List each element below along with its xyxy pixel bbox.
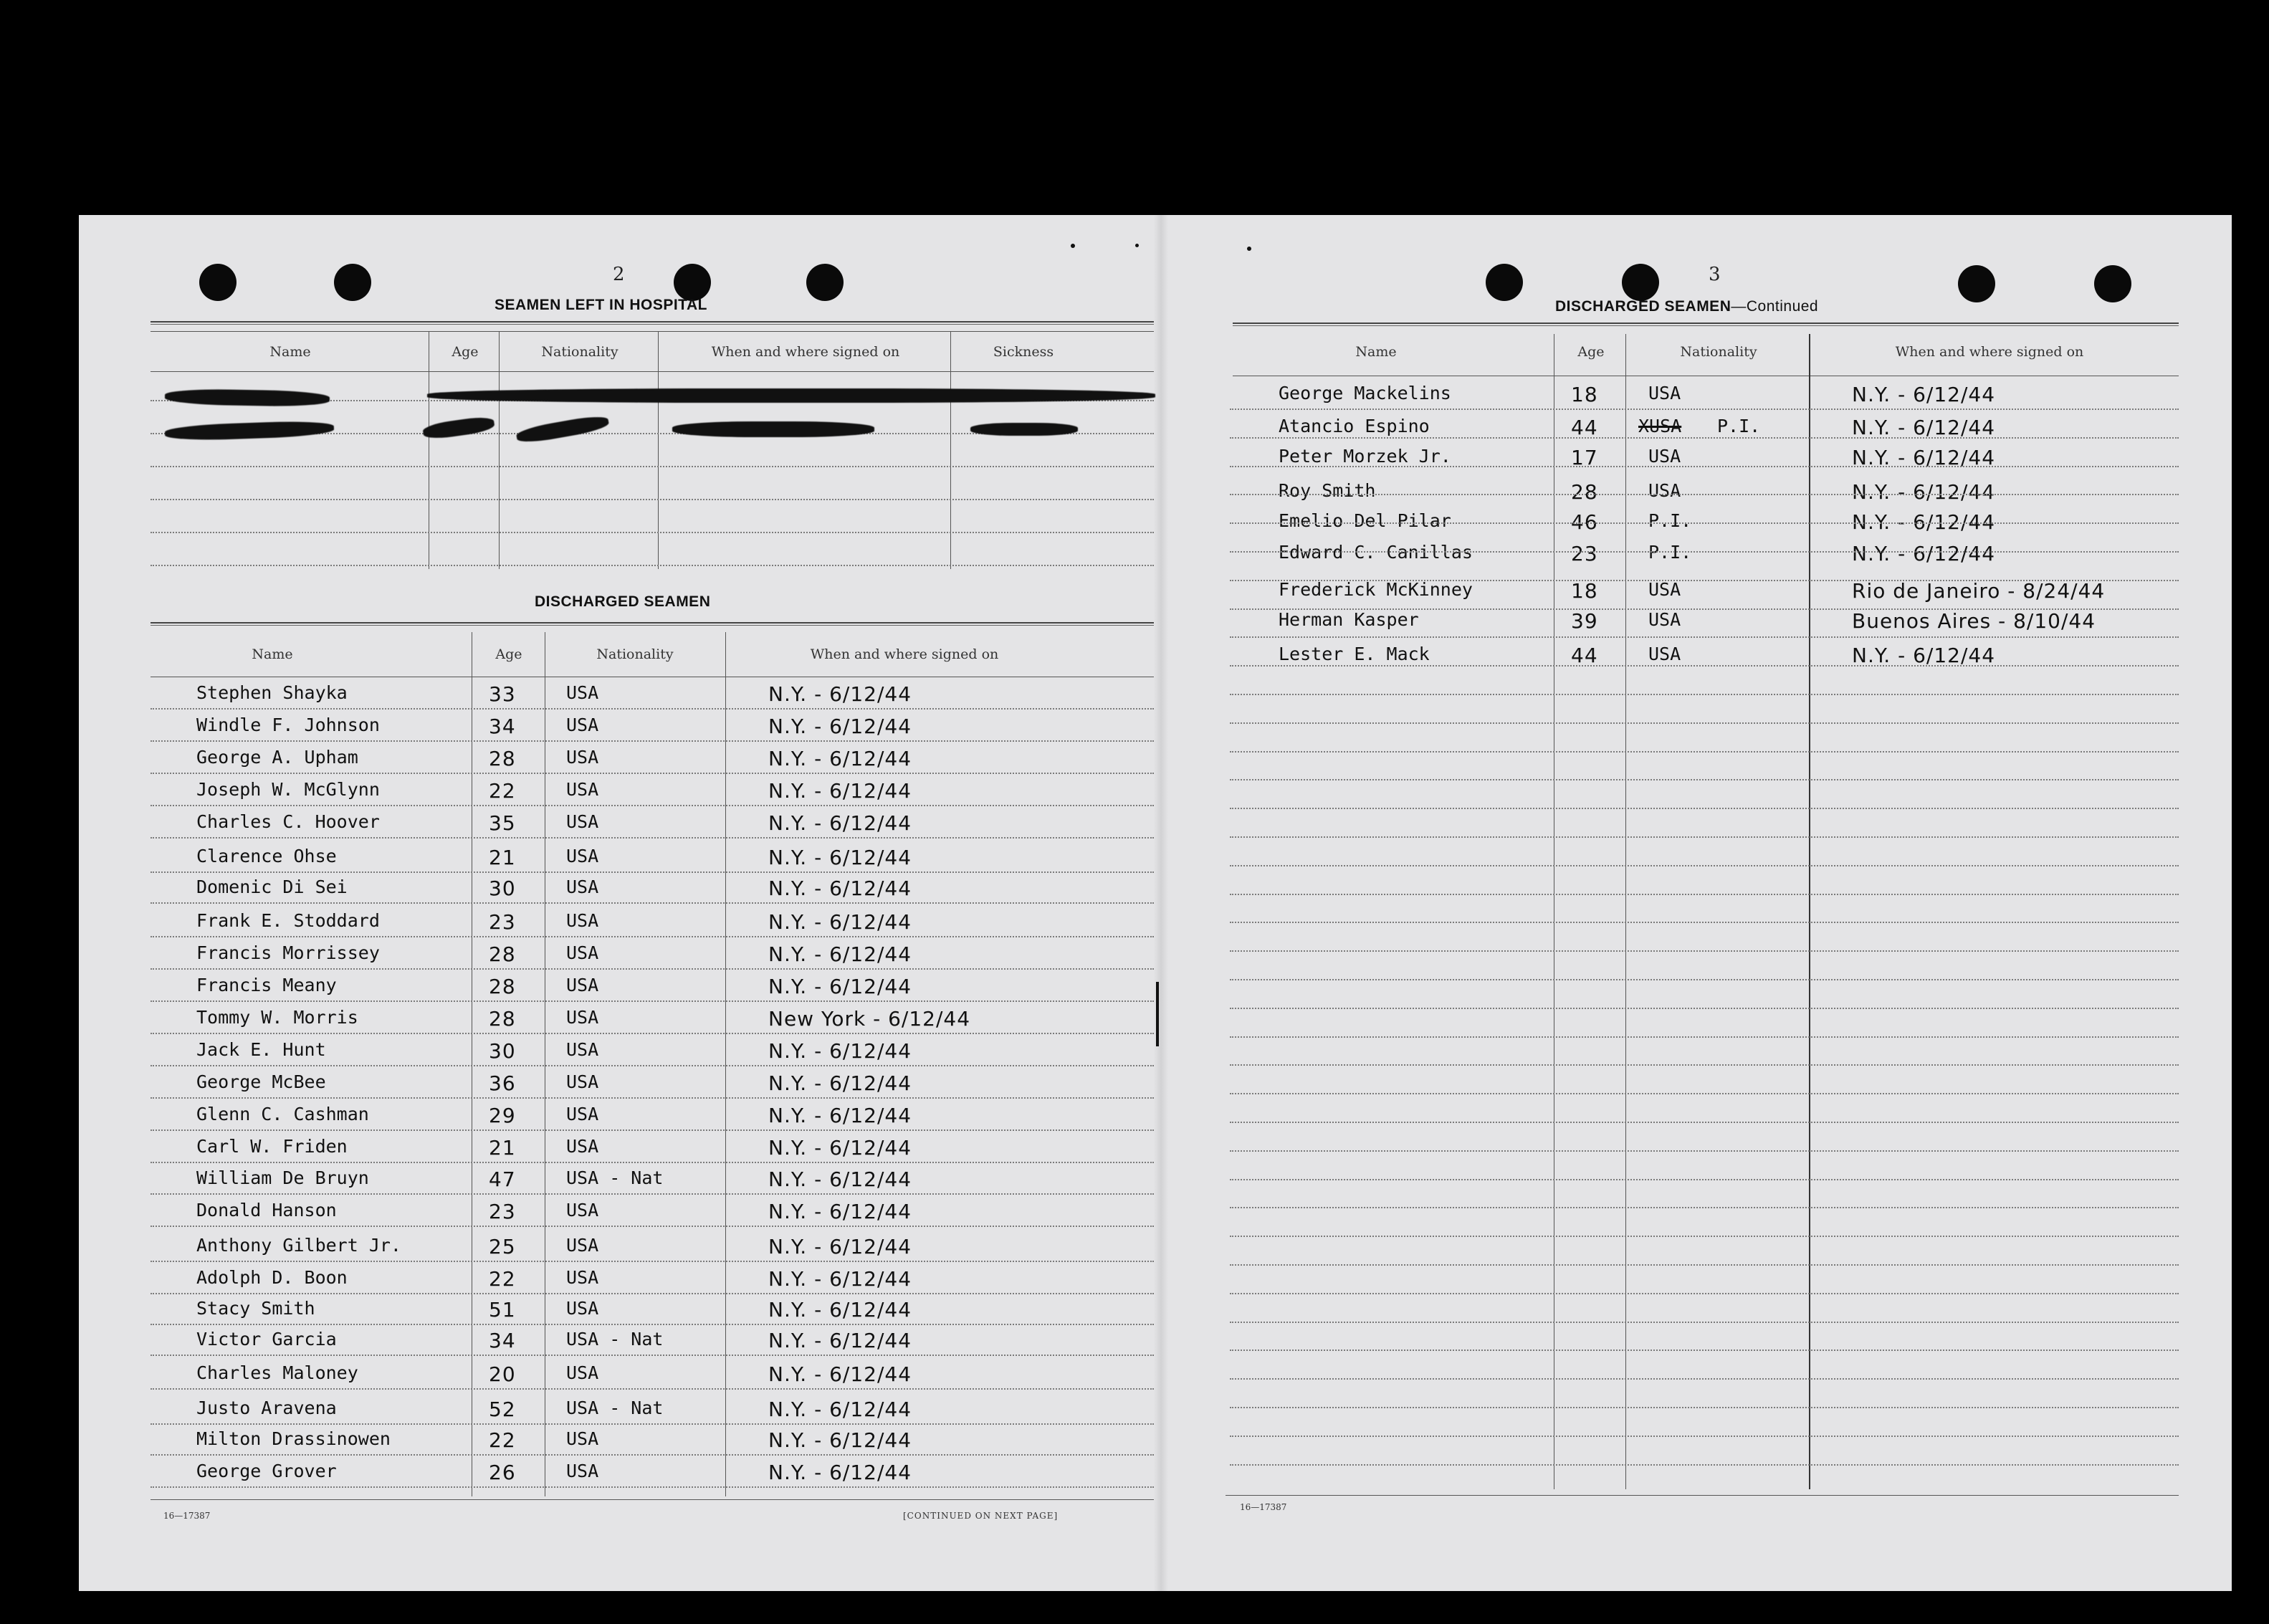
row-line	[151, 499, 1154, 500]
seaman-signed-on: N.Y. - 6/12/44	[768, 909, 912, 934]
seaman-nationality: USA	[566, 715, 599, 736]
seaman-nationality: USA	[1648, 609, 1681, 630]
seaman-signed-on: New York - 6/12/44	[768, 1007, 971, 1031]
seaman-nationality: USA	[566, 1461, 599, 1482]
row-line	[1230, 1008, 2179, 1009]
seaman-name: William De Bruyn	[196, 1167, 369, 1188]
seaman-signed-on: N.Y. - 6/12/44	[768, 811, 912, 836]
seaman-nationality: USA	[1648, 446, 1681, 467]
seaman-signed-on: N.Y. - 6/12/44	[768, 1266, 912, 1291]
seaman-name: Tommy W. Morris	[196, 1007, 358, 1028]
seaman-age: 34	[489, 1329, 516, 1352]
col-header-name: Name	[252, 646, 293, 662]
row-line	[151, 1226, 1154, 1227]
seaman-nationality: USA	[1648, 644, 1681, 664]
row-line	[151, 565, 1154, 566]
row-line	[1230, 922, 2179, 923]
row-line	[1230, 722, 2179, 724]
row-line	[151, 837, 1154, 839]
row-line	[1230, 950, 2179, 952]
seaman-age: 46	[1571, 510, 1598, 534]
center-fold	[1154, 215, 1168, 1591]
seaman-age: 22	[489, 1428, 516, 1453]
seaman-name: Carl W. Friden	[196, 1136, 348, 1157]
row-line	[1230, 437, 2179, 439]
row-line	[151, 968, 1154, 970]
seaman-name: Charles C. Hoover	[196, 811, 380, 833]
seaman-signed-on: N.Y. - 6/12/44	[768, 779, 912, 803]
seaman-name: Roy Smith	[1279, 480, 1376, 501]
seaman-age: 35	[489, 811, 516, 836]
row-line	[151, 1388, 1154, 1390]
row-line	[1230, 466, 2179, 467]
seaman-signed-on: N.Y. - 6/12/44	[768, 1362, 912, 1387]
rule	[1233, 323, 2179, 326]
struck-nationality: XUSA	[1638, 416, 1682, 436]
col-header-signed: When and where signed on	[1895, 344, 2084, 360]
seaman-name: Milton Drassinowen	[196, 1428, 391, 1450]
seaman-signed-on: N.Y. - 6/12/44	[768, 1199, 912, 1223]
seaman-signed-on: N.Y. - 6/12/44	[768, 1039, 912, 1064]
column-divider	[950, 331, 951, 569]
redaction-mark	[970, 423, 1078, 436]
seaman-age: 17	[1571, 446, 1598, 469]
seaman-age: 47	[489, 1167, 516, 1191]
seaman-signed-on: N.Y. - 6/12/44	[768, 1329, 912, 1352]
seaman-name: Adolph D. Boon	[196, 1266, 348, 1288]
seaman-signed-on: N.Y. - 6/12/44	[768, 942, 912, 966]
seaman-age: 28	[489, 1007, 516, 1031]
seaman-name: Victor Garcia	[196, 1329, 337, 1350]
seaman-signed-on: N.Y. - 6/12/44	[768, 1071, 912, 1096]
redaction-mark	[165, 420, 335, 441]
seaman-name: Peter Morzek Jr.	[1279, 446, 1451, 467]
seaman-age: 18	[1571, 579, 1598, 603]
row-line	[1230, 494, 2179, 495]
row-line	[1230, 1207, 2179, 1208]
seaman-signed-on: N.Y. - 6/12/44	[768, 845, 912, 869]
title-continued: —Continued	[1731, 298, 1819, 315]
row-line	[1230, 1436, 2179, 1437]
seaman-nationality: USA	[566, 974, 599, 995]
seaman-signed-on: N.Y. - 6/12/44	[1852, 480, 1996, 504]
col-header-signed: When and where signed on	[711, 344, 900, 360]
row-line	[151, 1065, 1154, 1066]
seaman-nationality: USA	[566, 1136, 599, 1157]
discharged-section-title: DISCHARGED SEAMEN	[535, 593, 711, 610]
row-line	[1230, 1064, 2179, 1066]
seaman-signed-on: Rio de Janeiro - 8/24/44	[1852, 579, 2106, 603]
seaman-name: Joseph W. McGlynn	[196, 779, 380, 801]
seaman-name: Atancio Espino	[1279, 416, 1430, 436]
seaman-age: 28	[489, 974, 516, 998]
row-line	[1230, 1093, 2179, 1094]
seaman-signed-on: N.Y. - 6/12/44	[1852, 383, 1996, 406]
col-header-name: Name	[269, 344, 311, 360]
seaman-signed-on: N.Y. - 6/12/44	[768, 1428, 912, 1453]
seaman-signed-on: N.Y. - 6/12/44	[768, 1398, 912, 1422]
page-number-left: 2	[613, 264, 625, 285]
seaman-age: 20	[489, 1362, 516, 1387]
rule	[151, 331, 1154, 332]
row-line	[151, 773, 1154, 774]
row-line	[151, 1355, 1154, 1356]
form-number: 16—17387	[163, 1511, 211, 1521]
seaman-nationality: USA	[566, 1071, 599, 1093]
row-line	[1230, 1350, 2179, 1351]
rule	[151, 321, 1154, 325]
rule	[151, 371, 1154, 372]
row-line	[1230, 1122, 2179, 1123]
seaman-signed-on: N.Y. - 6/12/44	[1852, 644, 1996, 667]
seaman-signed-on: N.Y. - 6/12/44	[768, 1104, 912, 1128]
seaman-age: 23	[1571, 542, 1598, 565]
seaman-age: 34	[489, 715, 516, 739]
title-bold: DISCHARGED SEAMEN	[1555, 298, 1731, 315]
seaman-signed-on: N.Y. - 6/12/44	[768, 1297, 912, 1322]
seaman-name: Charles Maloney	[196, 1362, 358, 1384]
seaman-age: 22	[489, 779, 516, 803]
row-line	[151, 902, 1154, 904]
row-line	[151, 936, 1154, 937]
seaman-age: 33	[489, 682, 516, 706]
seaman-age: 25	[489, 1234, 516, 1258]
seaman-age: 28	[1571, 480, 1598, 504]
seaman-nationality: USA - Nat	[566, 1398, 664, 1419]
continued-note: [CONTINUED ON NEXT PAGE]	[903, 1511, 1059, 1521]
col-header-sickness: Sickness	[993, 344, 1054, 360]
row-line	[1230, 865, 2179, 866]
row-line	[151, 1097, 1154, 1099]
row-line	[151, 708, 1154, 710]
seaman-name: George Grover	[196, 1461, 337, 1482]
row-line	[1230, 779, 2179, 780]
ledger-spread	[79, 215, 2232, 1591]
seaman-name: Frederick McKinney	[1279, 579, 1473, 600]
row-line	[1230, 1150, 2179, 1152]
punch-hole	[806, 264, 844, 301]
seaman-nationality: USA	[566, 1428, 599, 1450]
seaman-nationality: USA	[1648, 480, 1681, 501]
row-line	[1230, 894, 2179, 895]
row-line	[151, 1193, 1154, 1195]
seaman-nationality: USA	[566, 1362, 599, 1384]
row-line	[1230, 1293, 2179, 1294]
punch-hole	[1958, 265, 1995, 302]
seaman-age: 44	[1571, 644, 1598, 667]
redaction-mark	[672, 421, 874, 437]
seaman-name: Clarence Ohse	[196, 845, 337, 866]
hospital-section-title: SEAMEN LEFT IN HOSPITAL	[495, 297, 707, 313]
seaman-nationality: USA	[566, 1199, 599, 1221]
seaman-signed-on: N.Y. - 6/12/44	[1852, 446, 1996, 469]
seaman-nationality: USA	[566, 779, 599, 801]
seaman-age: 52	[489, 1398, 516, 1422]
row-line	[1230, 580, 2179, 581]
row-line	[1230, 1264, 2179, 1266]
row-line	[1230, 1236, 2179, 1237]
redaction-mark	[165, 388, 330, 407]
seaman-signed-on: N.Y. - 6/12/44	[768, 1136, 912, 1160]
row-line	[1230, 836, 2179, 838]
seaman-signed-on: Buenos Aires - 8/10/44	[1852, 609, 2096, 633]
row-line	[1230, 694, 2179, 695]
redaction-mark	[515, 414, 610, 445]
seaman-name: Stacy Smith	[196, 1297, 315, 1319]
row-line	[151, 1423, 1154, 1425]
row-line	[151, 805, 1154, 806]
seaman-nationality: USA	[566, 909, 599, 931]
seaman-age: 44	[1571, 416, 1598, 439]
row-line	[151, 1129, 1154, 1131]
seaman-nationality: USA - Nat	[566, 1329, 664, 1350]
seaman-signed-on: N.Y. - 6/12/44	[768, 715, 912, 739]
rule	[151, 622, 1154, 626]
row-line	[1230, 1464, 2179, 1466]
seaman-name: Donald Hanson	[196, 1199, 337, 1221]
punch-hole	[199, 264, 237, 301]
seaman-age: 51	[489, 1297, 516, 1322]
seaman-nationality: USA	[566, 747, 599, 768]
row-line	[151, 871, 1154, 873]
seaman-age: 26	[489, 1461, 516, 1485]
seaman-age: 39	[1571, 609, 1598, 633]
binding-mark	[1156, 982, 1159, 1046]
seaman-nationality: USA	[566, 1266, 599, 1288]
seaman-age: 29	[489, 1104, 516, 1128]
seaman-name: Francis Meany	[196, 974, 337, 995]
discharged-continued-title	[1555, 298, 1818, 315]
seaman-nationality: USA - Nat	[566, 1167, 664, 1188]
speck	[1071, 244, 1075, 248]
col-header-age: Age	[495, 646, 522, 662]
seaman-nationality: USA	[566, 1039, 599, 1061]
seaman-name: Jack E. Hunt	[196, 1039, 326, 1061]
column-divider	[725, 632, 726, 1496]
rule	[151, 1499, 1154, 1500]
seaman-name: Stephen Shayka	[196, 682, 348, 703]
row-line	[151, 1293, 1154, 1294]
seaman-age: 30	[489, 876, 516, 900]
column-divider	[1625, 334, 1626, 1489]
row-line	[1230, 636, 2179, 638]
seaman-name: Domenic Di Sei	[196, 876, 348, 897]
seaman-signed-on: N.Y. - 6/12/44	[1852, 542, 1996, 565]
seaman-name: Windle F. Johnson	[196, 715, 380, 736]
row-line	[1230, 409, 2179, 410]
seaman-signed-on: N.Y. - 6/12/44	[768, 1461, 912, 1485]
form-number: 16—17387	[1240, 1502, 1287, 1512]
seaman-age: 21	[489, 845, 516, 869]
seaman-name: Lester E. Mack	[1279, 644, 1430, 664]
seaman-age: 18	[1571, 383, 1598, 406]
row-line	[1230, 522, 2179, 524]
speck	[1247, 247, 1251, 251]
seaman-nationality: USA	[566, 1104, 599, 1125]
col-header-nationality: Nationality	[1680, 344, 1757, 360]
seaman-nationality: USA	[566, 845, 599, 866]
seaman-signed-on: N.Y. - 6/12/44	[1852, 416, 1996, 439]
punch-hole	[2094, 265, 2131, 302]
row-line	[1230, 1378, 2179, 1380]
seaman-name: Glenn C. Cashman	[196, 1104, 369, 1125]
row-line	[151, 740, 1154, 742]
seaman-nationality: USA	[566, 1297, 599, 1319]
seaman-nationality: USA	[566, 811, 599, 833]
seaman-name: George McBee	[196, 1071, 326, 1093]
seaman-name: Emelio Del Pilar	[1279, 510, 1451, 531]
seaman-signed-on: N.Y. - 6/12/44	[768, 876, 912, 900]
col-header-age: Age	[452, 344, 479, 360]
row-line	[151, 532, 1154, 533]
row-line	[1230, 751, 2179, 753]
seaman-age: 28	[489, 747, 516, 771]
row-line	[1230, 665, 2179, 667]
punch-hole	[1486, 264, 1523, 301]
seaman-nationality: P.I.	[1717, 416, 1761, 436]
column-divider	[499, 331, 500, 569]
punch-hole	[1622, 264, 1659, 301]
seaman-signed-on: N.Y. - 6/12/44	[768, 974, 912, 998]
seaman-signed-on: N.Y. - 6/12/44	[768, 682, 912, 706]
seaman-name: Justo Aravena	[196, 1398, 337, 1419]
row-line	[1230, 1322, 2179, 1323]
row-line	[1230, 1036, 2179, 1038]
column-divider	[1809, 334, 1810, 1489]
seaman-nationality: USA	[1648, 579, 1681, 600]
seaman-age: 21	[489, 1136, 516, 1160]
row-line	[151, 1033, 1154, 1034]
punch-hole	[334, 264, 371, 301]
seaman-age: 23	[489, 1199, 516, 1223]
seaman-nationality: P.I.	[1648, 542, 1692, 563]
redaction-mark	[427, 388, 1155, 403]
col-header-age: Age	[1577, 344, 1605, 360]
seaman-nationality: USA	[566, 876, 599, 897]
seaman-nationality: USA	[566, 1234, 599, 1256]
redaction-mark	[422, 415, 495, 441]
row-line	[151, 1162, 1154, 1163]
row-line	[1230, 1179, 2179, 1180]
punch-hole	[674, 264, 711, 301]
seaman-name: Herman Kasper	[1279, 609, 1419, 630]
seaman-age: 36	[489, 1071, 516, 1096]
row-line	[1230, 1407, 2179, 1408]
seaman-nationality: USA	[1648, 383, 1681, 403]
seaman-signed-on: N.Y. - 6/12/44	[1852, 510, 1996, 534]
col-header-name: Name	[1355, 344, 1397, 360]
seaman-nationality: USA	[566, 682, 599, 703]
seaman-signed-on: N.Y. - 6/12/44	[768, 1167, 912, 1191]
seaman-name: Francis Morrissey	[196, 942, 380, 963]
seaman-signed-on: N.Y. - 6/12/44	[768, 1234, 912, 1258]
seaman-name: George Mackelins	[1279, 383, 1451, 403]
row-line	[1230, 979, 2179, 980]
row-line	[1230, 551, 2179, 553]
seaman-name: George A. Upham	[196, 747, 358, 768]
row-line	[151, 1486, 1154, 1488]
seaman-age: 23	[489, 909, 516, 934]
page-number-right: 3	[1709, 264, 1721, 285]
row-line	[1230, 608, 2179, 610]
seaman-name: Edward C. Canillas	[1279, 542, 1473, 563]
row-line	[151, 1261, 1154, 1262]
seaman-name: Anthony Gilbert Jr.	[196, 1234, 401, 1256]
seaman-age: 28	[489, 942, 516, 966]
speck	[1135, 244, 1139, 247]
column-divider	[658, 331, 659, 569]
seaman-age: 22	[489, 1266, 516, 1291]
rule	[1226, 1495, 2179, 1496]
col-header-nationality: Nationality	[541, 344, 618, 360]
seaman-signed-on: N.Y. - 6/12/44	[768, 747, 912, 771]
seaman-nationality: USA	[566, 1007, 599, 1028]
row-line	[151, 1324, 1154, 1325]
row-line	[151, 1000, 1154, 1002]
seaman-age: 30	[489, 1039, 516, 1064]
seaman-name: Frank E. Stoddard	[196, 909, 380, 931]
row-line	[151, 1454, 1154, 1456]
seaman-nationality: P.I.	[1648, 510, 1692, 531]
col-header-nationality: Nationality	[596, 646, 674, 662]
col-header-signed: When and where signed on	[810, 646, 999, 662]
seaman-nationality: USA	[566, 942, 599, 963]
row-line	[151, 466, 1154, 467]
row-line	[1230, 808, 2179, 809]
